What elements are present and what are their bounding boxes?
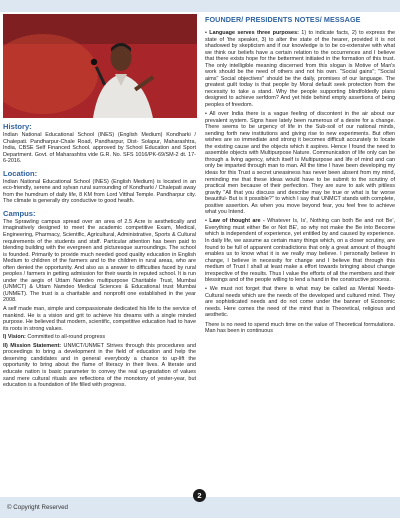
message-bullet-2 (205, 111, 395, 216)
bullet-3-lead: Law of thought are - (209, 218, 265, 225)
message-bullet-4 (205, 286, 395, 319)
bullet-icon: • (205, 30, 207, 36)
founder-photo (3, 14, 197, 118)
location-heading: Location: (3, 168, 38, 178)
history-text: Indian National Educational School (INES) (English Medium) Kondharki / Chalepati. Pandharpur-Chale Road, Pandharpur, Dist- Solapur, Maharashtra, India, CBSE Self Financed School. approved by School Education and Sport Department. Govt. of Maharashtra vide G.R. No. SFS 1016/PK-69/SM-2 dt. 17-6-2016. (3, 132, 196, 165)
copyright-text: © Copyright Reserved (7, 504, 68, 511)
founder-message-heading: FOUNDER/ PRESIDENTS NOTES/ MESSAGE (205, 15, 361, 24)
bullet-3-text: Whatever Is, Is', Nothing can both Be and not Be', Everything must either Be or Not BE', so why not make the Be into Become which is independent of experience, yet entitled by and caused by experience. In daily life, we assume as certain many things which, on a closer scrutiny, are found to be full of apparent contradictions that only a great amount of thought enables us to know what it is we really may believe. I personally believe in change, I believe in necessity for change and I believe that through this medium of Trust I shall at least make a effort towards bringing about change irrespective of the results. Thus I value the efforts of all the members and their blessings and of the people willing to lend a hand in the constructive process. (205, 218, 395, 284)
bullet-1-lead: Language serves three purposes: (209, 30, 299, 36)
top-band (0, 0, 400, 12)
history-heading: History: (3, 122, 32, 131)
left-column (3, 14, 196, 391)
bullet-2-text: All over India there is a vague feeling of discontent in the air about our prevalent system. Signs have lately been numerous of a desire for a change. There seems to be urgency of life in the Sub-soil of our national minds, sending forth new institutions and giving rise to new experiments. But often wishes are so immediate and strong it becomes difficult accurately to locate the existing cause and the objects which it aspires. Hence I found the need to assemble objects with Multipurpose Nature. Communication of life only can be through a living agency, which itself is Multipurpose and life of mind and can only be imparted through man to man. All the time I have been developing my ideas for this Trust a secret uneasiness has never been absent from my mind, reminding me that these ideas would have to be submit to the scrutiny of practical men because of their perfection. They are sure to ask with pitiless gravity "All that you discuss and describe may be true or what is far worse beautiful- But is it possible?" to which I say that UNMCT stands with complete, positive assertion. As when you move beyond fear, you feel free to achieve what you Intend. (205, 111, 395, 216)
bullet-1-text: 1) to indicate facts, 2) to express the state of 'the speaker, 3) to alter the state of the hearer, provided it is not shadowed by skepticism and if our knowledge is to be co-extensive with what we think our beliefs have a certain relation to the occurrences and I believe that there exists hope for the betterment initiated in the formation of this trust. The only intelligible meaning discerned from this slogan is Motive of Man's work should be the need of others and not his own. "Social gains"; "Social aims" Social objectives" should be the daily, promises of our language. The greatest guilt today is that people by Moral default seek protection from the necessity to take a stand. Why the people supporting blindfoldedly plans designed to achieve serfdom? And yet hide behind empty assertions of being peoples of freedom. (205, 30, 395, 109)
bullet-4-text: We must not forget that there is what may be called as Mental Needs- Cultural needs which are the needs of the developed and cultured mind. They are sophisticated needs and do not come under the banner of Economic needs. Here comes the need of the mind that is Theoretical, religious and aesthetic. (205, 286, 395, 319)
campus-heading: Campus: (3, 208, 36, 218)
bullet-icon: • (205, 218, 207, 225)
page-number: 2 (193, 489, 206, 502)
right-column (205, 30, 395, 337)
message-paragraph-5: There is no need to spend much time on the value of Theoretical formulations. Man has been in continuous (205, 321, 395, 335)
bullet-icon: • (205, 111, 207, 118)
vision-text: Committed to all-round progress (25, 334, 106, 341)
mission-label: II) Mission Statement: (3, 342, 62, 349)
message-bullet-3 (205, 218, 395, 283)
mission-paragraph (3, 343, 196, 389)
mission-text: UNMCT/UNMET Strives through this procedures and proceedings to bring a development in the field of education and help the deserving candidates and in general everybody a chance to up-lift the opportunity to bring about the flame of literacy in their lives. A literate and educate nation is basic parameter to convey the real up-gradation of values sand mere cultural rituals are reflections of the monotony of yester-year, but education is a foundation of life filled with progress. (3, 342, 196, 389)
self-made-man-paragraph: A self made man, simple and compassionate dedicated his life to the service of mankind. He is a vision and grit to achieve his dreams with a single minded purpose. He believed that modern, scientific, competitive education had to have its roots in strong values. (3, 306, 196, 332)
message-bullet-1 (205, 30, 395, 109)
vision-paragraph (3, 334, 196, 341)
bullet-icon: • (205, 286, 207, 293)
location-text: Indian National Educational School (INES) (English Medium) is located in an eco-friendly, serene and sylvan rural surrounding of Kondharki / Chalepati away from the humdrum of daily life, 8 KM from Lord Vitthal Temple. Pandharpur city. The climate is generally dry conductive to good health. (3, 178, 196, 205)
campus-text: The Sprawling campus spread over an area of 2.5 Acre is aesthetically and imaginatively designed to meet the academic competitive Exam, Medical, Engineering, Pharmacy, Scientific, Agricultural, Administrative, Sports & Cultural requirements of the students and staff. Particular attention has been paid to blending building with the evergreen and picturesque surroundings. The school is founded. Primarily to provide much needed good quality education in English Medium to children of the farmers and to the children in rural areas, who are often denied the opportunity. And also as a answer to difficulties faced by rural peoples / farmers in getting admission for their wards in reputed school. It is run under the aegis of Uttam Namdeo multipurpose Charitable Trust, Mumbai (UNMCT) & Uttam Namdeo Medical Sciences & Educational trust Mumbai (UNMET). The trust is a charitable and nonprofit one established in the year 2008. (3, 218, 196, 304)
vision-label: I) Vision: (3, 334, 26, 341)
founder-photo-illustration (3, 14, 197, 118)
